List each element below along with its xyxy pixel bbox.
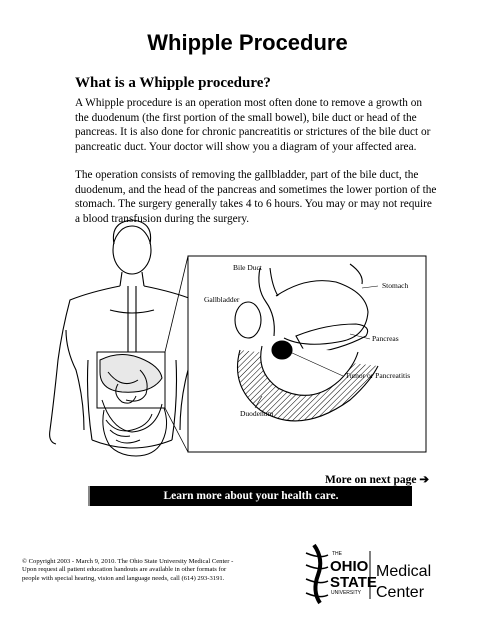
label-bile-duct: Bile Duct [233,263,262,272]
abdomen-organs [97,352,167,456]
section-heading: What is a Whipple procedure? [75,75,271,91]
medical-center-logo [300,543,460,605]
label-pancreas: Pancreas [372,334,399,343]
svg-text:Medical: Medical [376,563,432,580]
svg-text:OHIO: OHIO [330,558,369,575]
more-on-next-page: More on next page ➔ [325,474,429,486]
paragraph-1: A Whipple procedure is an operation most often done to remove a growth on the duodenum (the first portion of the small bowel), bile duct or head of the pancreas. It is also done for chronic pancreatitis or strictures of the bile duct or pancreatic duct. Your doctor will show you a diagram of your affected area. [75,97,431,153]
label-gallbladder: Gallbladder [204,295,240,304]
svg-text:STATE: STATE [330,574,377,591]
svg-text:Center: Center [376,584,425,601]
label-tumor: Tumor or Pancreatitis [345,371,411,380]
label-stomach: Stomach [382,281,409,290]
copyright-notice: © Copyright 2003 - March 9, 2010. The Ohio State University Medical Center - Upon request all patient education handouts are available in other formats for people with special hearing, vision and language needs, call (614) 293-3191. [22,558,234,582]
label-duodenum: Duodenum [240,409,274,418]
page-title: Whipple Procedure [147,30,348,55]
svg-text:THE: THE [332,551,342,557]
paragraph-2: The operation consists of removing the gallbladder, part of the bile duct, the duodenum, and the head of the pancreas and sometimes the lower portion of the stomach. The surgery generally takes 4 to 6 hours. You may or may not require a blood transfusion during the surgery. [75,169,437,225]
health-care-banner: Learn more about your health care. [88,486,412,506]
svg-text:UNIVERSITY: UNIVERSITY [331,590,362,596]
